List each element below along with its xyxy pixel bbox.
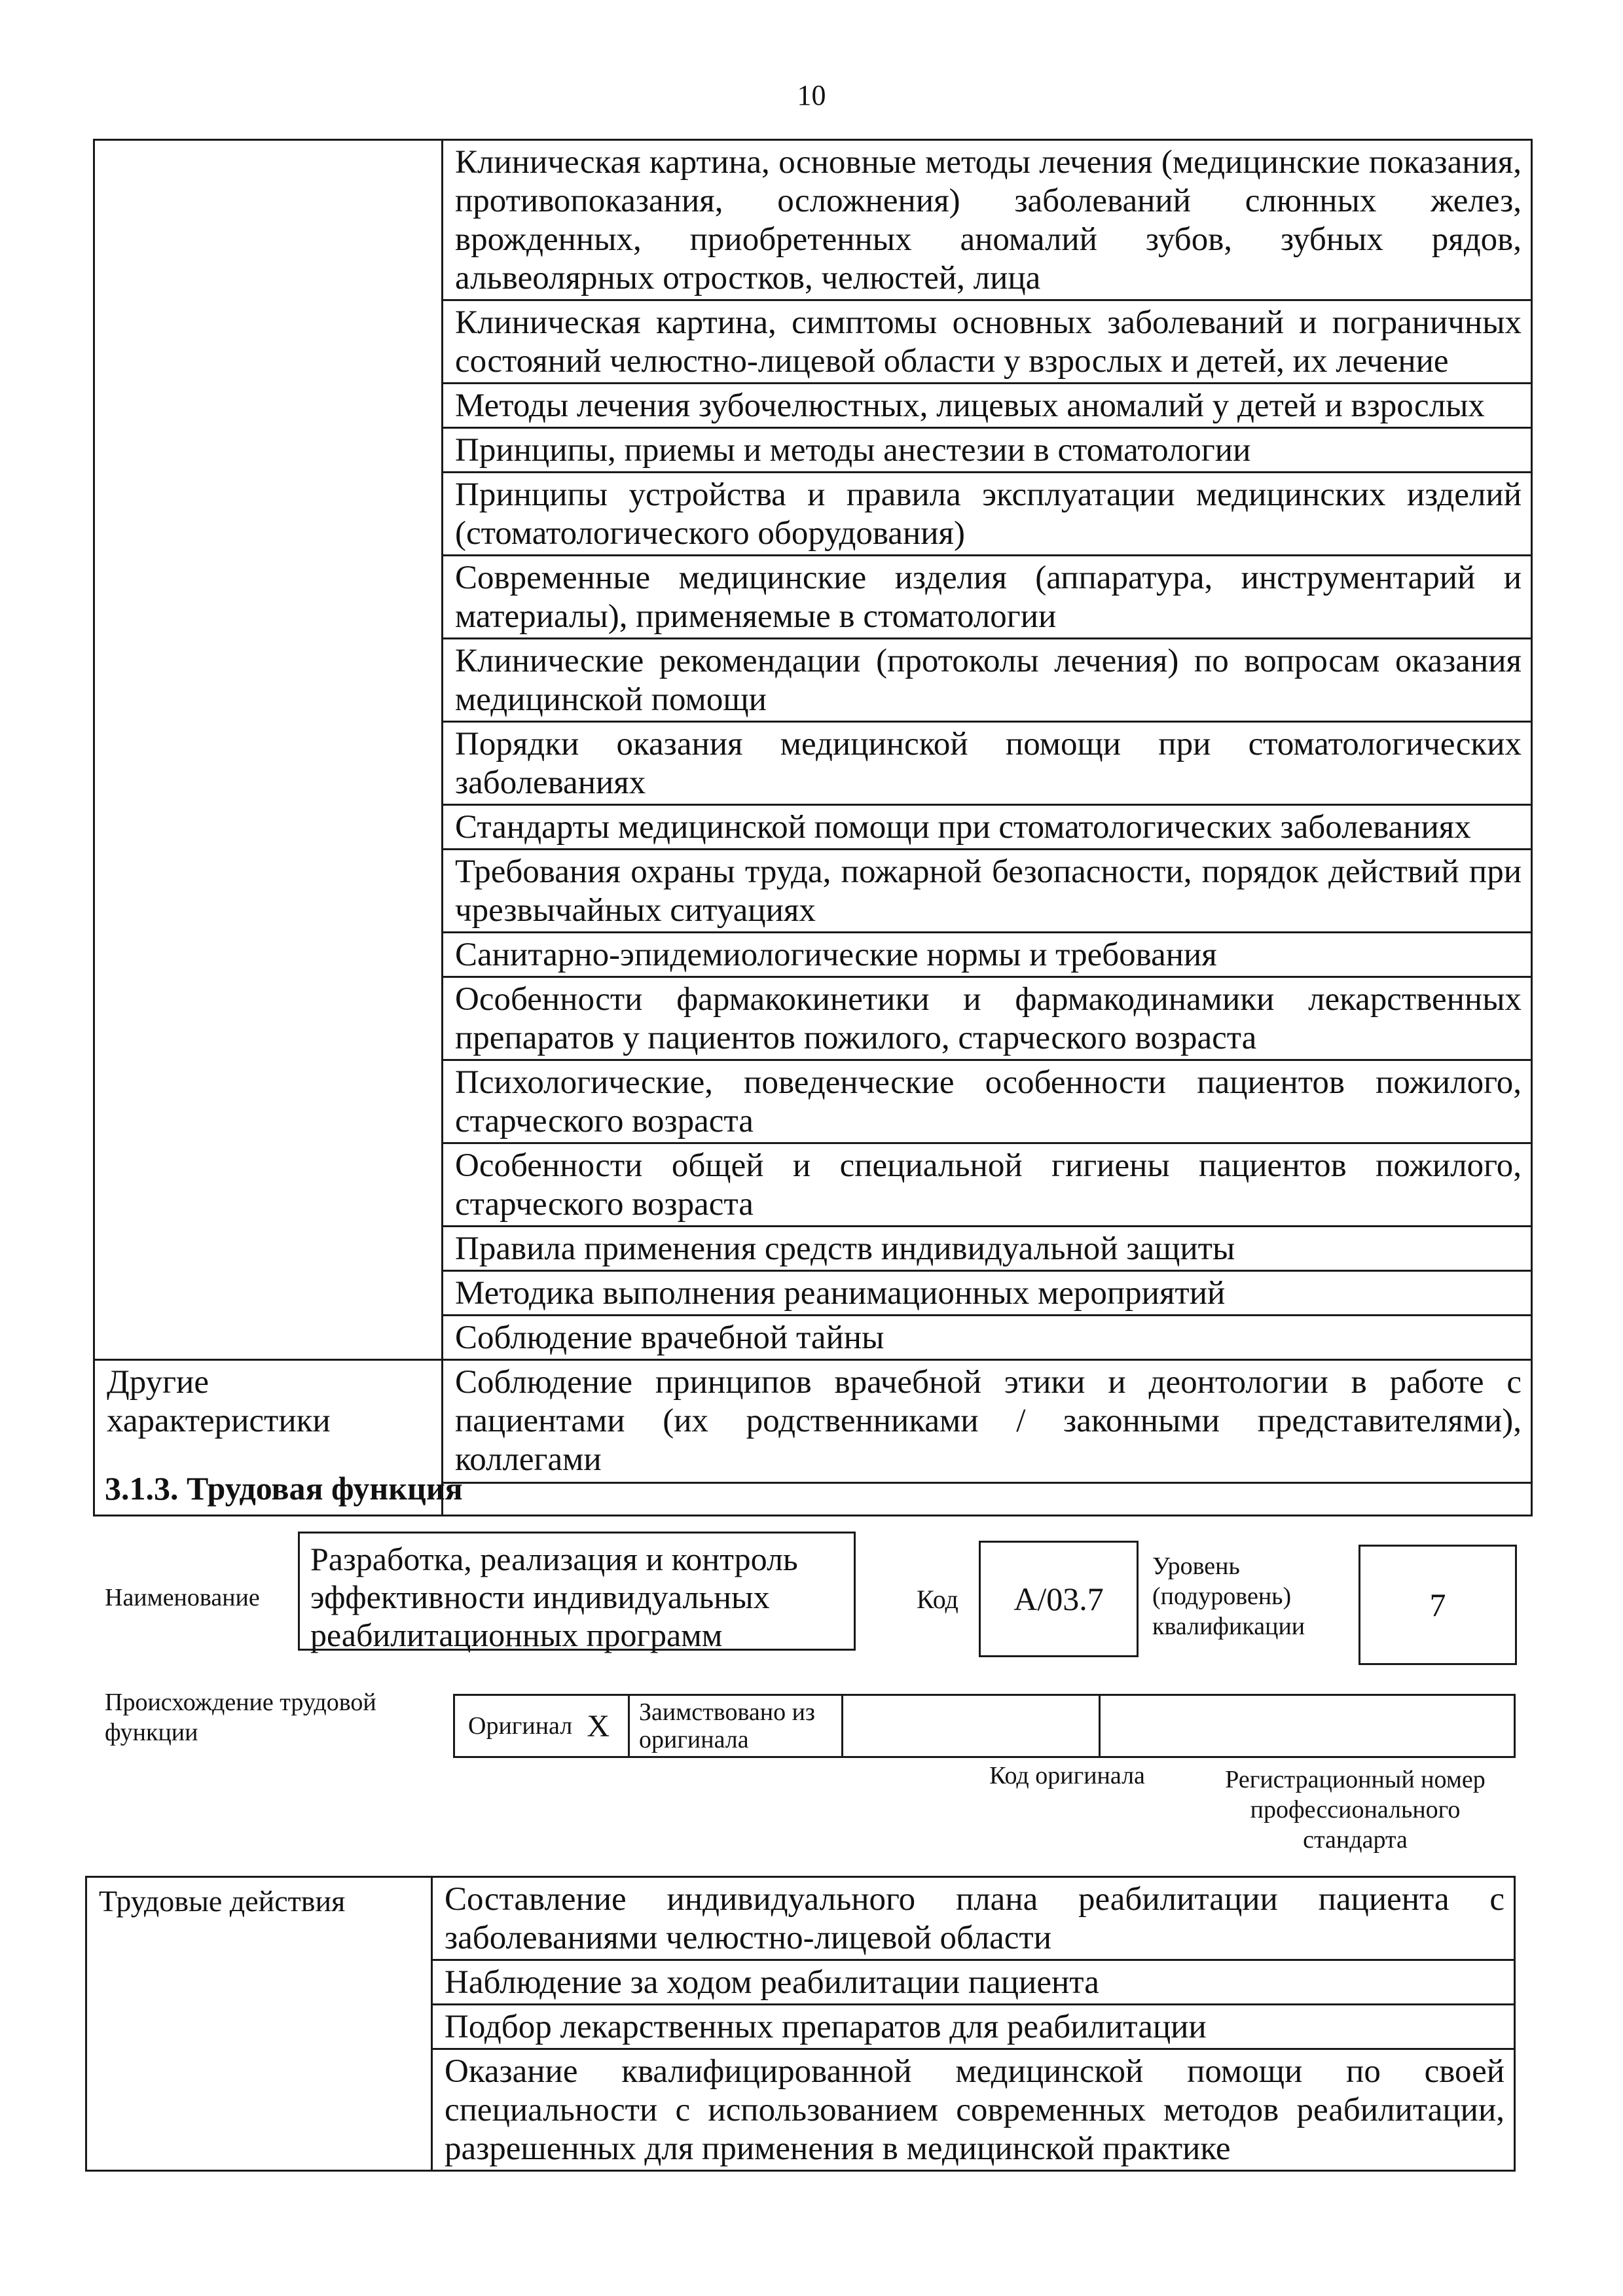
name-value: Разработка, реализация и контроль эффективности индивидуальных реабилитационных программ [310, 1541, 798, 1653]
code-label: Код [917, 1585, 958, 1614]
knowledge-item: Принципы устройства и правила эксплуатации медицинских изделий (стоматологического оборудования) [455, 476, 1522, 552]
knowledge-label-cell [94, 140, 443, 1360]
knowledge-item: Правила применения средств индивидуальной защиты [455, 1230, 1235, 1267]
knowledge-item: Порядки оказания медицинской помощи при стоматологических заболеваниях [455, 726, 1522, 801]
other-characteristics-item: Соблюдение принципов врачебной этики и деонтологии в работе с пациентами (их родственниками / законными представителями), коллегами [455, 1364, 1522, 1478]
knowledge-item: Санитарно-эпидемиологические нормы и требования [455, 937, 1217, 973]
action-item: Наблюдение за ходом реабилитации пациента [445, 1964, 1099, 2001]
knowledge-item: Психологические, поведенческие особенности пациентов пожилого, старческого возраста [455, 1064, 1522, 1139]
original-mark: X [569, 1695, 629, 1757]
code-original-label: Код оригинала [989, 1762, 1145, 1789]
original-label: Оригинал [468, 1712, 573, 1740]
name-box [298, 1532, 856, 1651]
origin-table [453, 1694, 1516, 1758]
knowledge-item: Принципы, приемы и методы анестезии в стоматологии [455, 432, 1251, 469]
action-item: Оказание квалифицированной медицинской помощи по своей специальности с использованием современных методов реабилитации, разрешенных для применения в медицинской практике [445, 2053, 1504, 2167]
reg-number-label: Регистрационный номер профессионального стандарта [1225, 1766, 1486, 1854]
reg-number-cell [1100, 1695, 1515, 1757]
other-characteristics-item [443, 1484, 1531, 1488]
knowledge-item: Клиническая картина, основные методы лечения (медицинские показания, противопоказания, осложнения) заболеваний слюнных желез, врожденных, приобретенных аномалий зубов, зубных рядов, альвеолярных отростков, челюстей, лица [455, 144, 1522, 296]
origin-label: Происхождение трудовой функции [105, 1689, 376, 1746]
action-item: Составление индивидуального плана реабилитации пациента с заболеваниями челюстно-лицевой области [445, 1881, 1504, 1956]
knowledge-table [93, 139, 1533, 1516]
knowledge-item: Особенности общей и специальной гигиены пациентов пожилого, старческого возраста [455, 1147, 1522, 1223]
knowledge-item: Требования охраны труда, пожарной безопасности, порядок действий при чрезвычайных ситуациях [455, 853, 1522, 929]
borrowed-label: Заимствовано из оригинала [639, 1698, 815, 1753]
knowledge-item: Стандарты медицинской помощи при стоматологических заболеваниях [455, 809, 1471, 846]
knowledge-item: Современные медицинские изделия (аппаратура, инструментарий и материалы), применяемые в стоматологии [455, 560, 1522, 635]
name-label: Наименование [105, 1584, 260, 1611]
code-value: A/03.7 [1013, 1581, 1104, 1617]
knowledge-item: Клинические рекомендации (протоколы лечения) по вопросам оказания медицинской помощи [455, 643, 1522, 718]
actions-table [85, 1876, 1516, 2172]
level-box [1359, 1545, 1517, 1665]
knowledge-item: Методика выполнения реанимационных мероприятий [455, 1275, 1226, 1312]
level-value: 7 [1429, 1587, 1446, 1623]
knowledge-item: Соблюдение врачебной тайны [455, 1319, 884, 1356]
knowledge-item: Клиническая картина, симптомы основных заболеваний и пограничных состояний челюстно-лицевой области у взрослых и детей, их лечение [455, 304, 1522, 380]
code-box [979, 1541, 1139, 1657]
knowledge-item: Особенности фармакокинетики и фармакодинамики лекарственных препаратов у пациентов пожилого, старческого возраста [455, 981, 1522, 1056]
level-label: Уровень (подуровень) квалификации [1152, 1552, 1305, 1640]
section-heading: 3.1.3. Трудовая функция [105, 1470, 463, 1507]
action-item: Подбор лекарственных препаратов для реабилитации [445, 2009, 1207, 2045]
page-number: 10 [797, 79, 826, 111]
actions-label-cell [86, 1877, 432, 2171]
other-characteristics-label: Другие характеристики [107, 1364, 331, 1439]
knowledge-item: Методы лечения зубочелюстных, лицевых аномалий у детей и взрослых [455, 387, 1485, 424]
code-original-cell [843, 1695, 1100, 1757]
actions-label: Трудовые действия [99, 1884, 346, 1918]
